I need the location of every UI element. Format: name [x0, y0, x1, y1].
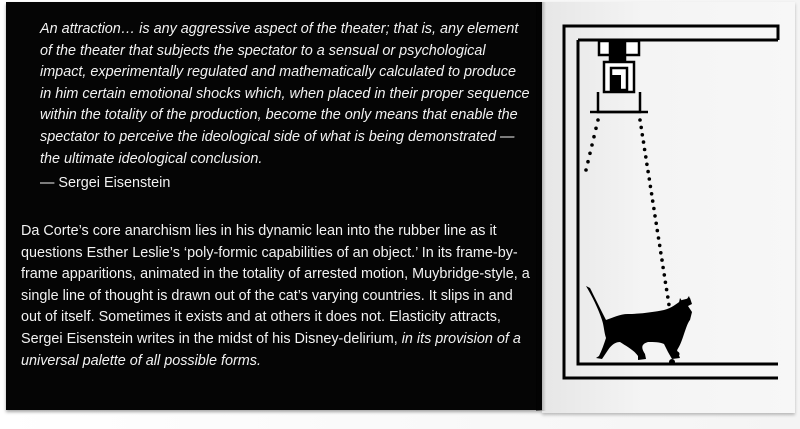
beam-dot: [645, 163, 649, 167]
beam-dot: [667, 303, 671, 307]
beam-dot: [653, 214, 657, 218]
body-paragraph: [21, 221, 531, 372]
beam-dot: [586, 160, 590, 164]
beam-dot: [590, 143, 594, 147]
beam-dot: [649, 185, 653, 189]
beam-dot: [656, 229, 660, 233]
beam-dot: [588, 152, 592, 156]
quote-attribution: — Sergei Eisenstein: [40, 175, 171, 191]
beam-dot: [648, 177, 652, 181]
beam-dot: [659, 251, 663, 255]
beam-dot: [641, 133, 645, 137]
beam-dot: [644, 155, 648, 159]
cat-icon: [586, 286, 692, 365]
beam-dot: [665, 288, 669, 292]
beam-dot: [638, 118, 642, 122]
body-text-italic: in its provision of a universal palette of all possible forms.: [21, 330, 521, 369]
beam-dot: [661, 266, 665, 270]
beam-dot: [596, 118, 600, 122]
beam-dot: [657, 236, 661, 240]
beam-dot: [594, 127, 598, 131]
beam-dot: [666, 295, 670, 299]
beam-dot: [654, 222, 658, 226]
beam-dot: [646, 170, 650, 174]
beam-dot: [643, 148, 647, 152]
beam-dot: [592, 135, 596, 139]
beam-dot: [584, 168, 588, 172]
projector-icon: [590, 41, 648, 112]
beam-dot: [651, 199, 655, 203]
body-text-main: Da Corte’s core anarchism lies in his dynamic lean into the rubber line as it questions Esther Leslie’s ‘poly-formic capabilities of an object.’ In its frame-by-frame apparitions, animated in the totality of arrested motion, Muybridge-style, a single line of thought is drawn out of the cat’s varying countries. It slips in and out of itself. Sometimes it exists and at others it does not. Elasticity attracts, Sergei Eisenstein writes in the midst of his Disney-delirium,: [21, 223, 530, 347]
beam-dot: [642, 140, 646, 144]
beam-dot: [639, 126, 643, 130]
beam-dot: [652, 207, 656, 211]
projector-cat-illustration: [542, 2, 795, 413]
beam-dot: [664, 281, 668, 285]
beam-dot: [658, 244, 662, 248]
beam-dot: [663, 273, 667, 277]
beam-dot: [650, 192, 654, 196]
beam-dot: [660, 258, 664, 262]
eisenstein-quote: An attraction… is any aggressive aspect of the theater; that is, any element of the theater that subjects the spectator to a sensual or psychological impact, experimentally regulated and mathematically calculated to produce in him certain emotional shocks which, when placed in their proper sequence within the totality of the production, become the only means that enable the spectator to perceive the ideological side of what is being demonstrated — the ultimate ideological conclusion.: [40, 21, 530, 167]
